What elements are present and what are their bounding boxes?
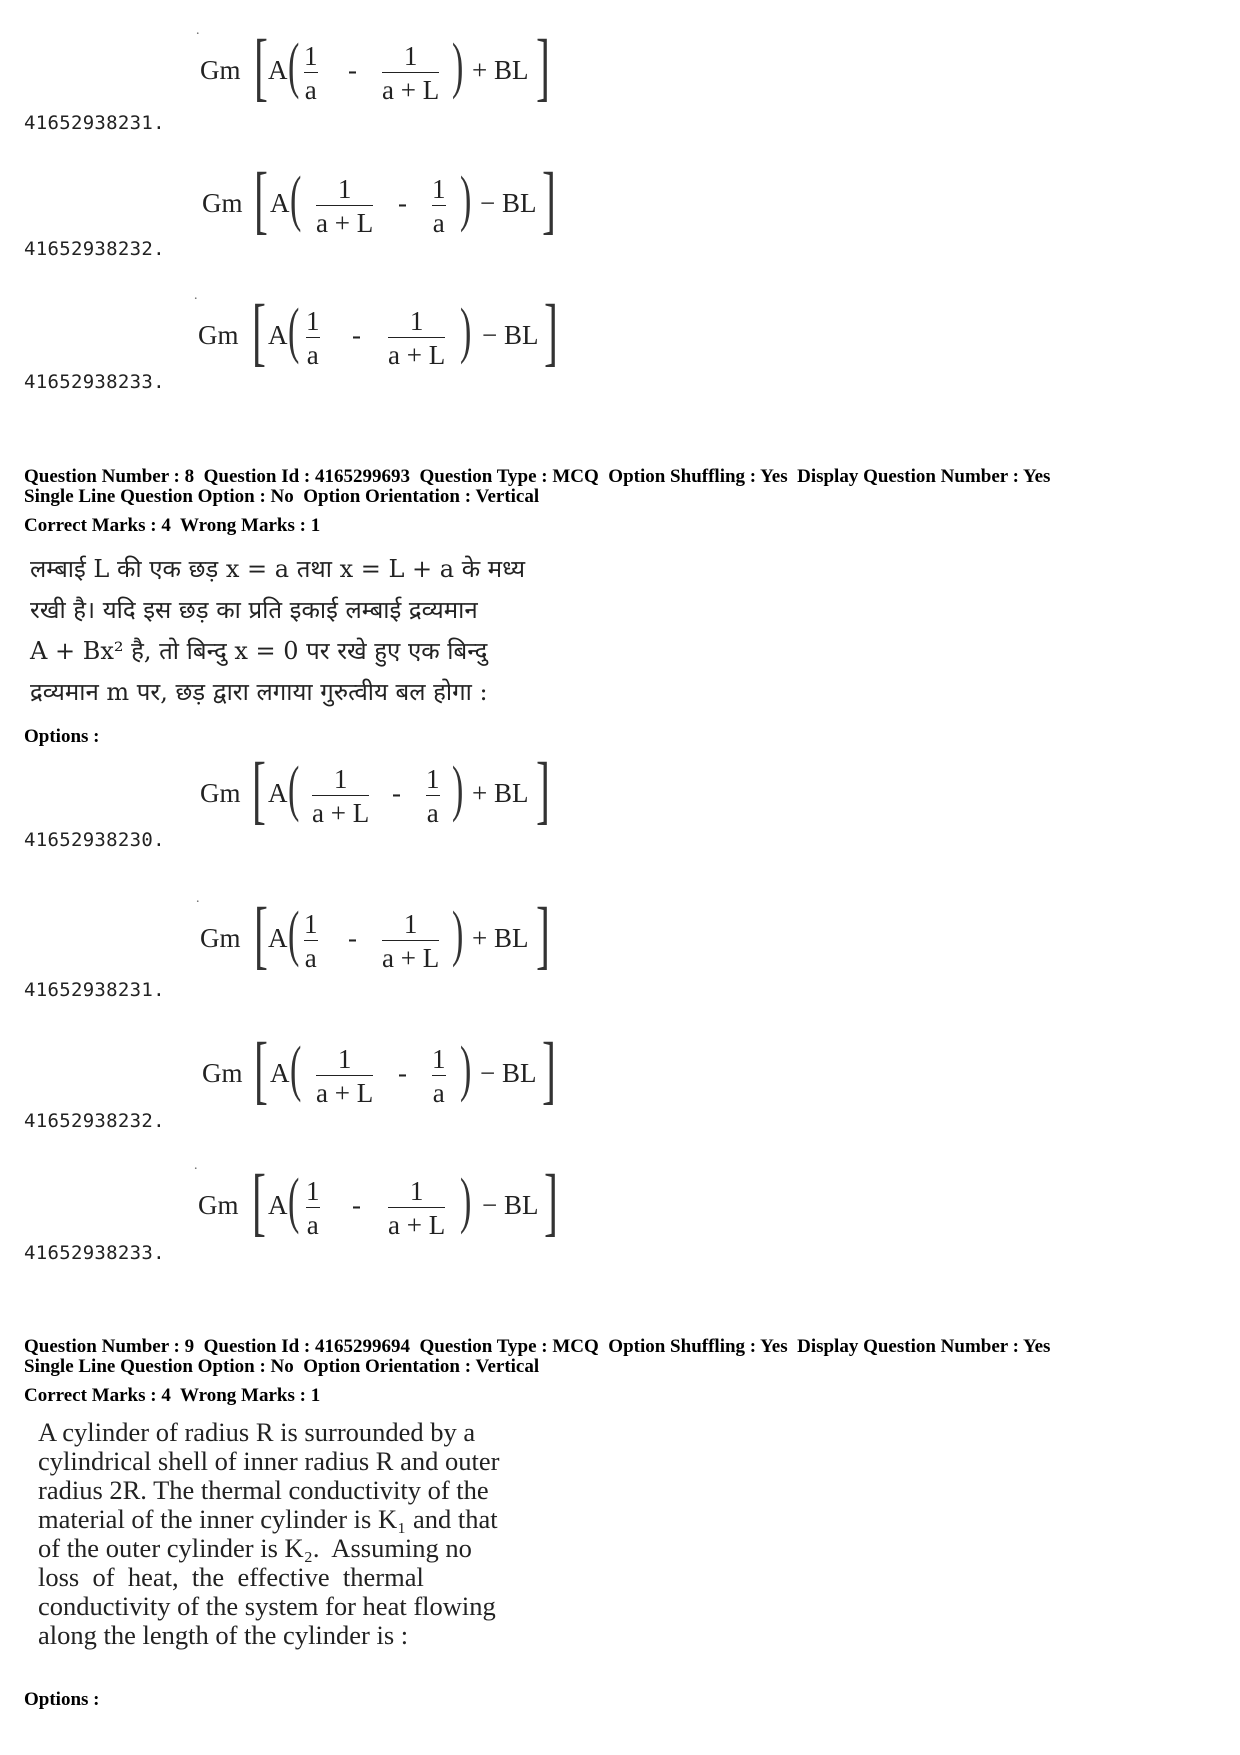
- question-header: Question Number : 8 Question Id : 4165299693 Question Type : MCQ Option Shuffling : Yes Display Question Number : Yes: [24, 466, 1051, 487]
- option-formula: Gm [ A ( 1 a + L - 1 a ) + BL ]: [200, 748, 550, 832]
- question-text-line: A + Bx² है, तो बिन्दु x = 0 पर रखे हुए एक बिन्दु: [30, 637, 488, 665]
- a-text: A: [270, 188, 290, 218]
- question-text-line: material of the inner cylinder is K₁ and that: [38, 1504, 498, 1534]
- tail-text: − BL: [482, 1190, 539, 1220]
- question-text-line: along the length of the cylinder is :: [38, 1620, 409, 1650]
- question-text-line: रखी है। यदि इस छड़ का प्रति इकाई लम्बाई द्रव्यमान: [30, 596, 478, 624]
- fraction: 1 a + L: [316, 1044, 374, 1108]
- fraction: 1 a: [304, 41, 318, 105]
- tail-text: + BL: [472, 55, 529, 85]
- tail-text: − BL: [480, 188, 537, 218]
- a-text: A: [268, 320, 288, 350]
- fraction: 1 a + L: [312, 764, 370, 828]
- fraction: 1 a + L: [382, 909, 440, 973]
- question-header-sub: Single Line Question Option : No Option Orientation : Vertical: [24, 1356, 540, 1377]
- fraction: 1 a + L: [382, 41, 440, 105]
- option-formula: . Gm [ A ( 1 a - 1 a + L ) + BL ]: [196, 23, 550, 109]
- option-formula: . Gm [ A ( 1 a - 1 a + L ) − BL ]: [194, 1158, 558, 1244]
- a-text: A: [268, 55, 288, 85]
- question-text-line: radius 2R. The thermal conductivity of the: [38, 1475, 489, 1505]
- gm-text: Gm: [198, 1190, 239, 1220]
- question-text-line: लम्बाई L की एक छड़ x = a तथा x = L + a के मध्य: [30, 555, 526, 583]
- fraction: 1 a: [306, 306, 320, 370]
- tail-text: − BL: [480, 1058, 537, 1088]
- question-text: [38, 1418, 499, 1650]
- options-label: Options :: [24, 1689, 100, 1710]
- fraction: 1 a + L: [316, 174, 374, 238]
- options-label: Options :: [24, 726, 100, 747]
- question-text-line: conductivity of the system for heat flowing: [38, 1591, 496, 1621]
- option-id: 41652938231.: [24, 112, 165, 134]
- fraction: 1 a: [432, 174, 446, 238]
- a-text: A: [268, 923, 288, 953]
- fraction: 1 a + L: [388, 306, 446, 370]
- question-text-line: cylindrical shell of inner radius R and outer: [38, 1446, 500, 1476]
- a-text: A: [268, 778, 288, 808]
- question-text-line: A cylinder of radius R is surrounded by a: [38, 1417, 476, 1447]
- option-formula: Gm [ A ( 1 a + L - 1 a ) − BL ]: [202, 158, 556, 242]
- fraction: 1 a: [432, 1044, 446, 1108]
- option-id: 41652938232.: [24, 238, 165, 260]
- a-text: A: [270, 1058, 290, 1088]
- question-marks: Correct Marks : 4 Wrong Marks : 1: [24, 1385, 321, 1406]
- option-id: 41652938232.: [24, 1110, 165, 1132]
- gm-text: Gm: [200, 923, 241, 953]
- question-header: Question Number : 9 Question Id : 4165299694 Question Type : MCQ Option Shuffling : Yes Display Question Number : Yes: [24, 1336, 1051, 1357]
- option-id: 41652938230.: [24, 829, 165, 851]
- option-id: 41652938233.: [24, 371, 165, 393]
- option-formula: Gm [ A ( 1 a + L - 1 a ) − BL ]: [202, 1028, 556, 1112]
- question-text-line: of the outer cylinder is K₂. Assuming no: [38, 1533, 472, 1563]
- option-formula: . Gm [ A ( 1 a - 1 a + L ) − BL ]: [194, 288, 558, 374]
- gm-text: Gm: [198, 320, 239, 350]
- gm-text: Gm: [200, 55, 241, 85]
- gm-text: Gm: [202, 1058, 243, 1088]
- tail-text: + BL: [472, 923, 529, 953]
- option-id: 41652938233.: [24, 1242, 165, 1264]
- question-text-line: द्रव्यमान m पर, छड़ द्वारा लगाया गुरुत्वीय बल होगा :: [30, 678, 488, 706]
- fraction: 1 a: [306, 1176, 320, 1240]
- question-text: [30, 549, 525, 713]
- a-text: A: [268, 1190, 288, 1220]
- fraction: 1 a + L: [388, 1176, 446, 1240]
- fraction: 1 a: [426, 764, 440, 828]
- question-header-sub: Single Line Question Option : No Option Orientation : Vertical: [24, 486, 540, 507]
- fraction: 1 a: [304, 909, 318, 973]
- option-formula: . Gm [ A ( 1 a - 1 a + L ) + BL ]: [196, 891, 550, 977]
- question-text-line: loss of heat, the effective thermal: [38, 1562, 424, 1592]
- option-id: 41652938231.: [24, 979, 165, 1001]
- gm-text: Gm: [200, 778, 241, 808]
- gm-text: Gm: [202, 188, 243, 218]
- tail-text: + BL: [472, 778, 529, 808]
- tail-text: − BL: [482, 320, 539, 350]
- question-marks: Correct Marks : 4 Wrong Marks : 1: [24, 515, 321, 536]
